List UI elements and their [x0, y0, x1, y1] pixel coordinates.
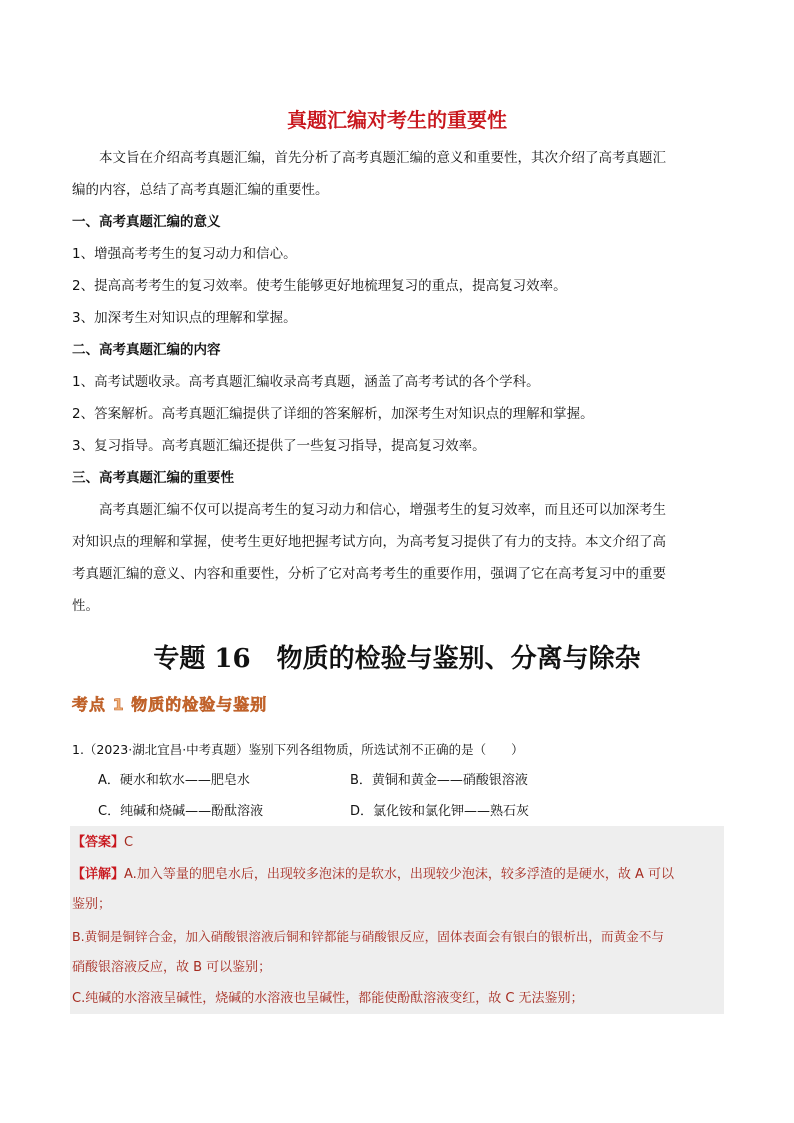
section-1-heading: 一、高考真题汇编的意义: [72, 214, 221, 230]
option-a: A．硬水和软水——肥皂水: [98, 773, 250, 788]
option-b: B．黄铜和黄金——硝酸银溶液: [350, 773, 528, 788]
conclusion-line: 考真题汇编的意义、内容和重要性，分析了它对高考考生的重要作用，强调了它在高考复习中的重要: [72, 566, 666, 582]
section-2-item: 2、答案解析。高考真题汇编提供了详细的答案解析，加深考生对知识点的理解和掌握。: [72, 406, 594, 422]
section-2-heading: 二、高考真题汇编的内容: [72, 342, 221, 358]
answer-tag: 【答案】: [72, 835, 125, 850]
detail-tag: 【详解】: [72, 867, 125, 882]
detail-line-5: C.纯碱的水溶液呈碱性，烧碱的水溶液也呈碱性，都能使酚酞溶液变红，故 C 无法鉴别；: [72, 991, 584, 1006]
detail-line-2: 鉴别；: [72, 897, 112, 912]
topic-title: 专题 16 物质的检验与鉴别、分离与除杂: [153, 644, 641, 674]
conclusion-line: 对知识点的理解和掌握，使考生更好地把握考试方向，为高考复习提供了有力的支持。本文介绍了高: [72, 534, 666, 550]
section-2-item: 1、高考试题收录。高考真题汇编收录高考真题，涵盖了高考考试的各个学科。: [72, 374, 540, 390]
section-1-item: 3、加深考生对知识点的理解和掌握。: [72, 310, 297, 326]
conclusion-line: 性。: [72, 598, 99, 614]
intro-title: 真题汇编对考生的重要性: [287, 108, 507, 132]
option-c: C．纯碱和烧碱——酚酞溶液: [98, 804, 264, 819]
option-d: D．氯化铵和氯化钾——熟石灰: [350, 804, 530, 819]
answer-value: C: [124, 835, 134, 850]
detail-line-4: 硝酸银溶液反应，故 B 可以鉴别；: [72, 960, 272, 975]
section-2-item: 3、复习指导。高考真题汇编还提供了一些复习指导，提高复习效率。: [72, 438, 486, 454]
detail-line-3: B.黄铜是铜锌合金，加入硝酸银溶液后铜和锌都能与硝酸银反应，固体表面会有银白的银析出，而黄金不与: [72, 929, 664, 944]
section-1-item: 2、提高高考考生的复习效率。使考生能够更好地梳理复习的重点，提高复习效率。: [72, 278, 567, 294]
intro-summary-line-1: 本文旨在介绍高考真题汇编，首先分析了高考真题汇编的意义和重要性，其次介绍了高考真题汇: [99, 150, 666, 166]
section-1-item: 1、增强高考考生的复习动力和信心。: [72, 246, 297, 262]
section-3-heading: 三、高考真题汇编的重要性: [72, 470, 234, 486]
question-stem: 1.（2023·湖北宜昌·中考真题）鉴别下列各组物质，所选试剂不正确的是（ ）: [72, 742, 524, 757]
intro-summary-line-2: 编的内容，总结了高考真题汇编的重要性。: [72, 182, 329, 198]
kaodian-heading: 考点 1 物质的检验与鉴别: [72, 695, 268, 714]
detail-text: A.加入等量的肥皂水后，出现较多泡沫的是软水，出现较少泡沫，较多浮渣的是硬水，故 A 可以: [124, 867, 674, 882]
answer-line: [72, 828, 720, 858]
detail-line-1: [72, 860, 720, 890]
conclusion-line: 高考真题汇编不仅可以提高考生的复习动力和信心，增强考生的复习效率，而且还可以加深考生: [99, 502, 666, 518]
